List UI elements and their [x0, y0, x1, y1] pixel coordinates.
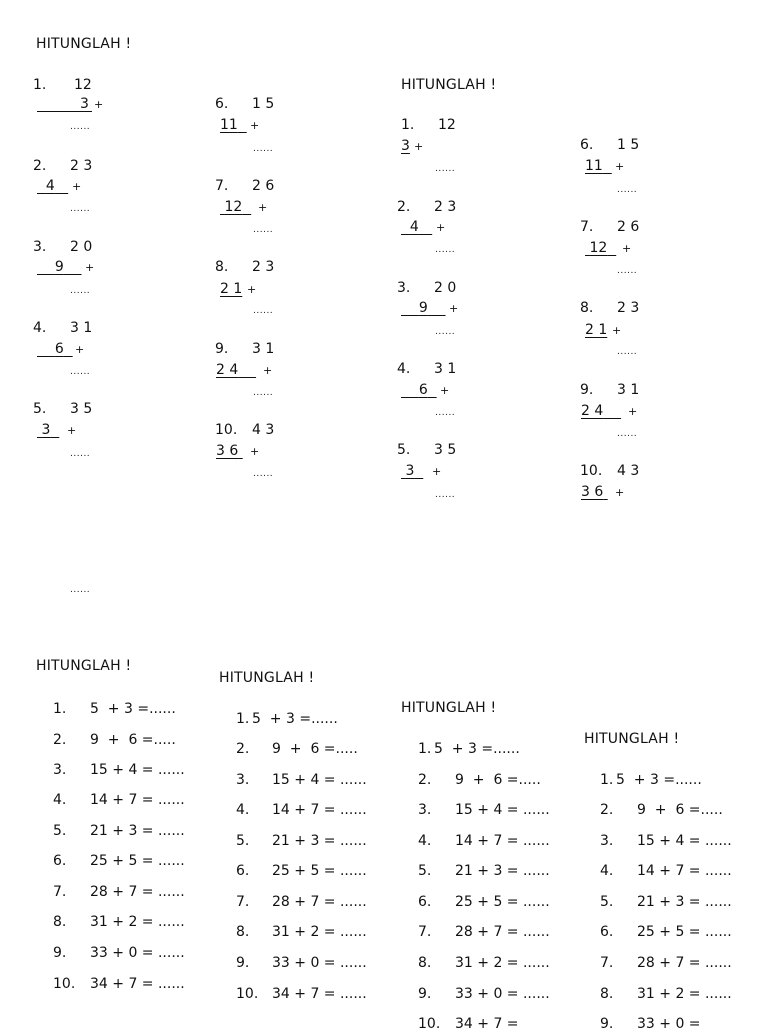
answer-blank: ...... [70, 585, 91, 595]
worksheet-title: HITUNGLAH ! [36, 658, 132, 674]
worksheet-title: HITUNGLAH ! [36, 36, 132, 52]
worksheet-title: HITUNGLAH ! [401, 700, 497, 716]
worksheet-title: HITUNGLAH ! [584, 731, 680, 747]
worksheet-title: HITUNGLAH ! [219, 670, 315, 686]
worksheet-title: HITUNGLAH ! [401, 77, 497, 93]
